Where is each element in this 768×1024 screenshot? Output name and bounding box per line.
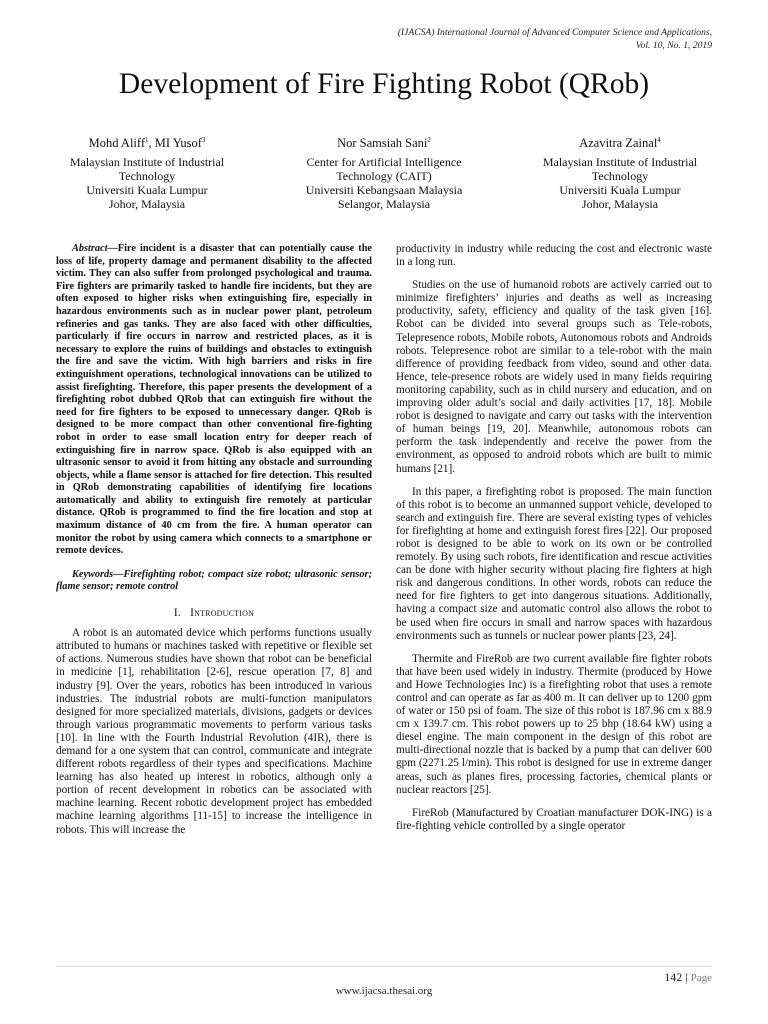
page-number: 142 | Page — [664, 970, 712, 984]
author-affiliation-line: Malaysian Institute of Industrial — [69, 155, 225, 170]
footer-divider — [56, 966, 712, 967]
author-affiliation-line: Technology — [591, 169, 649, 184]
author-affiliation-line: Universiti Kebangsaan Malaysia — [305, 183, 463, 198]
author-names-2: Nor Samsiah Sani$^2$ — [337, 136, 431, 151]
author-affiliation-line: Technology (CAIT) — [336, 169, 432, 184]
author-affiliation-line: Universiti Kuala Lumpur — [86, 183, 208, 198]
author-block-2 — [279, 133, 489, 211]
body-paragraph: A robot is an automated device which performs functions usually attributed to humans or machines tasked with repetitive or flexible set of actions. Numerous studies have shown that robot can be beneficial in medicine [1], rehabilitation [2-6], rescue operation [7, 8] and industry [9]. Over the years, robotics has been introduced in various industries. The industrial robots are multi-function manipulators designed for more specialized materials, divisions, gadgets or devices through various programmatic movements to perform various tasks [10]. In line with the Fourth Industrial Revolution (4IR), there is demand for a one system that can control, communicate and integrate different robots regardless of their types and specifications. Machine learning has also heated up interest in robotics, although only a portion of recent development in robotics can be associated with machine learning. Recent robotic development project has embedded machine learning algorithms [11-15] to increase the intelligence in robots. This will increase the — [56, 627, 372, 836]
abstract-label: Abstract — [72, 243, 108, 254]
author-block-3 — [515, 133, 725, 211]
body-paragraph-continued: productivity in industry while reducing the cost and electronic waste in a long run. — [396, 243, 712, 269]
author-names-1: Mohd Aliff$^1$, MI Yusof$^3$ — [88, 136, 206, 151]
abstract-text: Fire incident is a disaster that can potentially cause the loss of life, property damage and permanent disability to the affected victim. They can also suffer from prolonged psychological and trauma. Fire fighters are primarily tasked to handle fire incidents, but they are often exposed to higher risks when extinguishing fire, especially in hazardous environments such as in nuclear power plant, petroleum refineries and gas tanks. They are also faced with other difficulties, particularly if fire occurs in narrow and restricted places, as it is necessary to explore the ruins of buildings and obstacles to extinguish the fire and save the victim. With high barriers and risks in fire extinguishment operations, technological innovations can be utilized to assist firefighting. Therefore, this paper presents the development of a firefighting robot dubbed QRob that can extinguish fire without the need for fire fighters to be exposed to unnecessary danger. QRob is designed to be more compact than other conventional fire-fighting robot in order to ease small location entry for deeper reach of extinguishing fire in narrow space. QRob is also equipped with an ultrasonic sensor to avoid it from hitting any obstacle and surrounding objects, while a flame sensor is attached for fire detection. This resulted in QRob demonstrating capabilities of identifying fire locations automatically and ability to extinguish fire remotely at particular distance. QRob is programmed to find the fire location and stop at maximum distance of 40 cm from the fire. A human operator can monitor the robot by using camera which connects to a smartphone or remote devices. — [56, 243, 372, 557]
paper-title: Development of Fire Fighting Robot (QRob) — [118, 68, 650, 100]
body-paragraph: Studies on the use of humanoid robots are actively carried out to minimize firefighters’ injuries and deaths as well as increasing productivity, safety, efficiency and quality of the task given [16]. Robot can be divided into several groups such as Tele-robots, Telepresence robots, Mobile robots, Autonomous robots and Androids robots. Telepresence robot are similar to a tele-robot with the main difference of providing feedback from video, sound and other data. Hence, tele-presence robots are widely used in many fields requiring monitoring capability, such as in child nursery and education, and on improving older adult’s social and daily activities [17, 18]. Mobile robot is designed to navigate and carry out tasks with the intervention of human beings [19, 20]. Meanwhile, autonomous robots can perform the task independently and receive the power from the environment, as opposed to android robots which are built to mimic humans [21]. — [396, 279, 712, 475]
body-paragraph: In this paper, a firefighting robot is proposed. The main function of this robot is to become an unmanned support vehicle, developed to search and extinguish fire. There are several existing types of vehicles for firefighting at home and extinguish forest fires [22]. Our proposed robot is designed to be able to work on its own or be controlled remotely. By using such robots, fire identification and rescue activities can be done with higher security without placing fire fighters at high risk and dangerous conditions. In other words, robots can reduce the need for fire fighters to get into dangerous situations. Additionally, having a compact size and automatic control also allows the robot to be used when fire occurs in small and narrow spaces with hazardous environments such as tunnels or nuclear power plants [23, 24]. — [396, 485, 712, 642]
author-block-1 — [42, 133, 252, 211]
author-names-3: Azavitra Zainal$^4$ — [579, 136, 661, 151]
author-affiliation-line: Selangor, Malaysia — [337, 197, 431, 212]
author-affiliation-line: Johor, Malaysia — [581, 197, 659, 212]
abstract: Abstract—Fire incident is a disaster that can potentially cause the loss of life, property damage and permanent disability to the affected victim. They can also suffer from prolonged psychological and trauma. Fire fighters are primarily tasked to handle fire incidents, but they are often exposed to higher risks when extinguishing fire, especially in hazardous environments such as in nuclear power plant, petroleum refineries and gas tanks. They are also faced with other difficulties, particularly if fire occurs in narrow and restricted places, as it is necessary to explore the ruins of buildings and obstacles to extinguish the fire and save the victim. With high barriers and risks in fire extinguishment operations, technological innovations can be utilized to assist firefighting. Therefore, this paper presents the development of a firefighting robot dubbed QRob that can extinguish fire without the need for fire fighters to be exposed to unnecessary danger. QRob is designed to be more compact than other conventional fire-fighting robot in order to ease small location entry for deeper reach of extinguishing fire in narrow space. QRob is also equipped with an ultrasonic sensor to avoid it from hitting any obstacle and surrounding objects, while a flame sensor is attached for fire detection. This resulted in QRob demonstrating capabilities of identifying fire locations automatically and ability to extinguish fire remotely at particular distance. QRob is programmed to find the fire location and stop at maximum distance of 40 cm from the fire. A human operator can monitor the robot by using camera which connects to a smartphone or remote devices. — [56, 243, 372, 557]
section-heading-introduction: I. Introduction — [173, 607, 255, 620]
footer-website: www.ijacsa.thesai.org — [335, 985, 433, 997]
keywords: Keywords—Firefighting robot; compact size robot; ultrasonic sensor; flame sensor; remote control — [56, 568, 372, 593]
author-affiliation-line: Center for Artificial Intelligence — [306, 155, 462, 170]
journal-header-line2: Vol. 10, No. 1, 2019 — [635, 39, 712, 51]
author-affiliation-line: Technology — [118, 169, 176, 184]
journal-header — [272, 27, 712, 52]
body-paragraph: FireRob (Manufactured by Croatian manufacturer DOK-ING) is a fire-fighting vehicle controlled by a single operator — [396, 806, 712, 832]
right-column — [396, 243, 712, 833]
left-column — [56, 243, 372, 837]
author-affiliation-line: Johor, Malaysia — [108, 197, 186, 212]
body-paragraph: Thermite and FireRob are two current available fire fighter robots that have been used widely in industry. Thermite (produced by Howe and Howe Technologies Inc) is a firefighting robot that uses a remote control and can operate as far as 400 m. It can deliver up to 1200 gpm of water or 150 psi of foam. The size of this robot is 187.96 cm x 88.9 cm x 139.7 cm. This robot powers up to 25 bhp (18.64 kW) using a diesel engine. The main component in the design of this robot are multi-directional nozzle that is backed by a pump that can deliver 600 gpm (2271.25 l/min). This robot is designed for use in extreme danger areas, such as planes fires, processing factories, chemical plants or nuclear reactors [25]. — [396, 652, 712, 796]
author-affiliation-line: Malaysian Institute of Industrial — [542, 155, 698, 170]
author-affiliation-line: Universiti Kuala Lumpur — [559, 183, 681, 198]
journal-header-line1: (IJACSA) International Journal of Advanced Computer Science and Applications, — [397, 27, 712, 38]
